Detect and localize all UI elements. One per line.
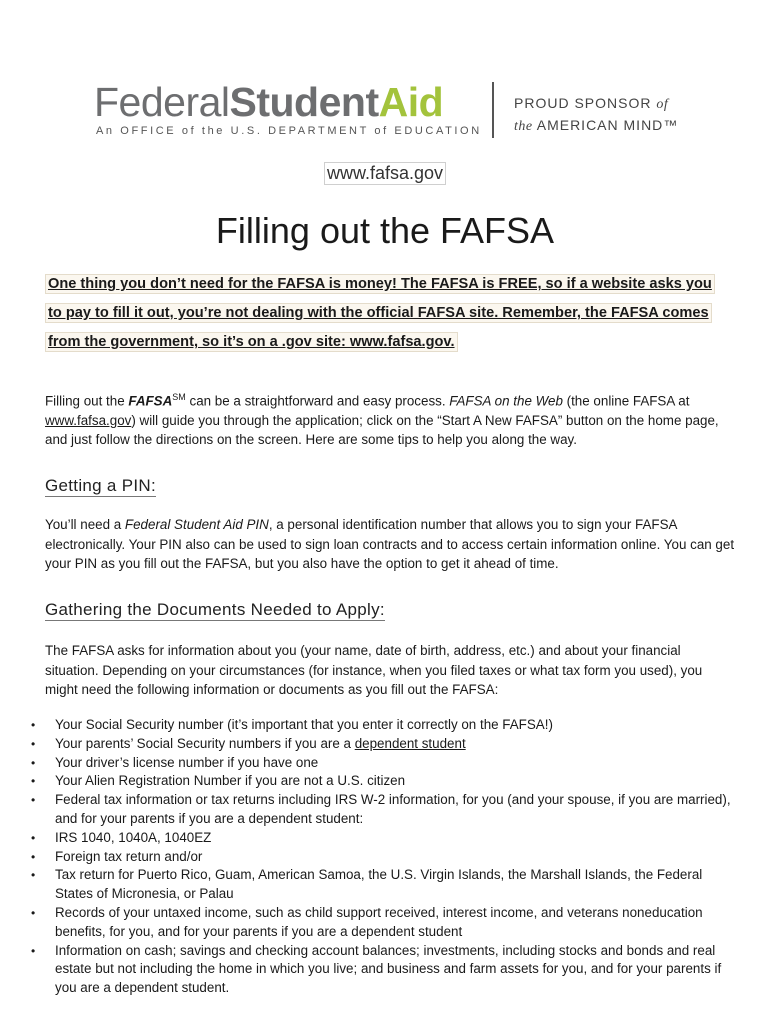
list-item: • Your driver’s license number if you have one (28, 754, 738, 773)
list-item: • Information on cash; savings and checking account balances; investments, including stocks and bonds and real estate but not including the home in which you live; and business and farm assets for you, and for your parents if you are a dependent student. (28, 942, 738, 998)
list-item: • Your Alien Registration Number if you are not a U.S. citizen (28, 772, 738, 791)
page-title: Filling out the FAFSA (215, 210, 555, 251)
documents-intro: The FAFSA asks for information about you (your name, date of birth, address, etc.) and about your financial situation. Depending on your circumstances (for instance, when you filed taxes or what tax form you used), you might need the following information or documents as you fill out the FAFSA: (45, 643, 703, 697)
list-item: • Your parents’ Social Security numbers if you are a dependent student (28, 735, 738, 754)
free-notice (45, 270, 725, 357)
list-item: • Foreign tax return and/or (28, 848, 738, 867)
sponsor-tagline: PROUD SPONSOR of the AMERICAN MIND™ (514, 95, 679, 134)
free-notice-text: One thing you don’t need for the FAFSA is money! The FAFSA is FREE, so if a website asks you to pay to fill it out, you’re not dealing with the official FAFSA site. Remember, the FAFSA comes from the government, so it’s on a .gov site: www.fafsa.gov. (45, 274, 715, 352)
logo-wordmark: FederalStudentAid (94, 79, 444, 125)
intro-paragraph: Filling out the FAFSA℠ can be a straightforward and easy process. FAFSA on the Web (the online FAFSA at www.fafsa.gov) will guide you through the application; click on the “Start A New FAFSA” button on the home page, and just follow the directions on the screen. Here are some tips to help you along the way. (45, 392, 719, 448)
dependent-student-link[interactable]: dependent student (354, 735, 466, 751)
documents-heading: Gathering the Documents Needed to Apply: (45, 600, 385, 619)
documents-list (28, 716, 738, 998)
list-item: • Your Social Security number (it’s important that you enter it correctly on the FAFSA!) (28, 716, 738, 735)
logo-subtitle: An OFFICE of the U.S. DEPARTMENT of EDUCATION (96, 125, 482, 137)
site-url-link[interactable]: www.fafsa.gov (324, 162, 446, 185)
list-item: • IRS 1040, 1040A, 1040EZ (28, 829, 738, 848)
list-item: • Federal tax information or tax returns including IRS W-2 information, for you (and your spouse, if you are married), and for your parents if you are a dependent student: (28, 791, 738, 829)
site-url (0, 163, 770, 184)
fafsa-web-link[interactable]: www.fafsa.gov (45, 412, 132, 428)
logo-divider (492, 82, 494, 138)
list-item: • Records of your untaxed income, such as child support received, interest income, and veterans noneducation benefits, for you, and for your parents if you are a dependent student (28, 904, 738, 942)
federal-student-aid-logo (94, 80, 684, 140)
pin-paragraph: You’ll need a Federal Student Aid PIN, a personal identification number that allows you to sign your FAFSA electronically. Your PIN also can be used to sign loan contracts and to access certain information online. You can get your PIN as you fill out the FAFSA, but you also have the option to get it ahead of time. (45, 517, 735, 571)
pin-heading: Getting a PIN: (45, 476, 156, 495)
list-item: • Tax return for Puerto Rico, Guam, American Samoa, the U.S. Virgin Islands, the Marshall Islands, the Federal States of Micronesia, or Palau (28, 866, 738, 904)
